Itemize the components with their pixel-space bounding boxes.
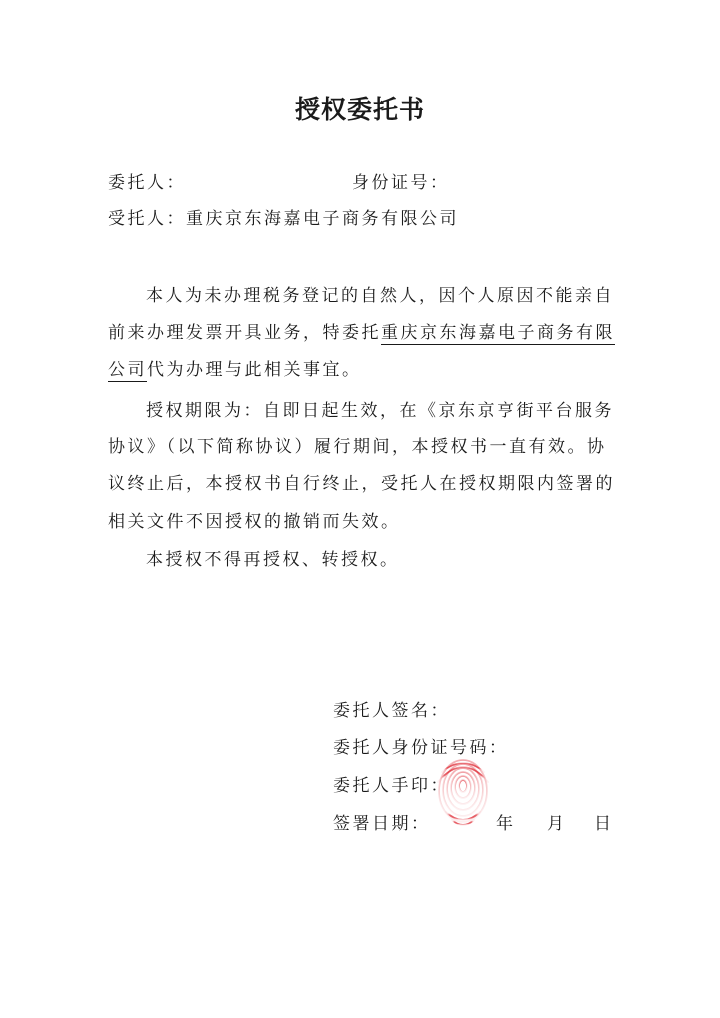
paragraph-1-text: 前来办理发票开具业务，特委托 [108,323,381,343]
sign-date-label: 签署日期： [333,814,431,834]
paragraph-3-line-1: 本授权不得再授权、转授权。 [146,550,400,570]
paragraph-2-line-4: 相关文件不因授权的撤销而失效。 [108,512,401,532]
paragraph-1-text-end: 代为办理与此相关事宜。 [147,360,362,380]
signature-label: 委托人签名： [333,701,450,721]
thumbprint-label: 委托人手印： [333,776,450,796]
paragraph-2-line-3: 议终止后，本授权书自行终止，受托人在授权期限内签署的 [108,474,615,494]
thumbprint-icon [432,752,494,832]
paragraph-1-line-3 [108,359,362,381]
date-day: 日 [594,814,611,834]
date-year: 年 [496,814,513,834]
agent-name-underlined: 重庆京东海嘉电子商务有限 [381,323,615,343]
date-month: 月 [547,814,564,834]
id-number-label: 身份证号： [352,173,450,193]
signer-id-label: 委托人身份证号码： [333,738,509,758]
document-title: 授权委托书 [294,95,425,124]
paragraph-1-line-1: 本人为未办理税务登记的自然人，因个人原因不能亲自 [146,286,614,306]
agent-name-underlined-end: 公司 [108,360,147,380]
principal-label: 委托人： [108,173,186,193]
paragraph-2-line-1: 授权期限为：自即日起生效，在《京东京亨街平台服务 [146,401,614,421]
paragraph-2-line-2: 协议》（以下简称协议）履行期间，本授权书一直有效。协 [108,437,607,457]
paragraph-1-line-2 [108,322,615,344]
agent-line: 受托人：重庆京东海嘉电子商务有限公司 [108,209,459,229]
